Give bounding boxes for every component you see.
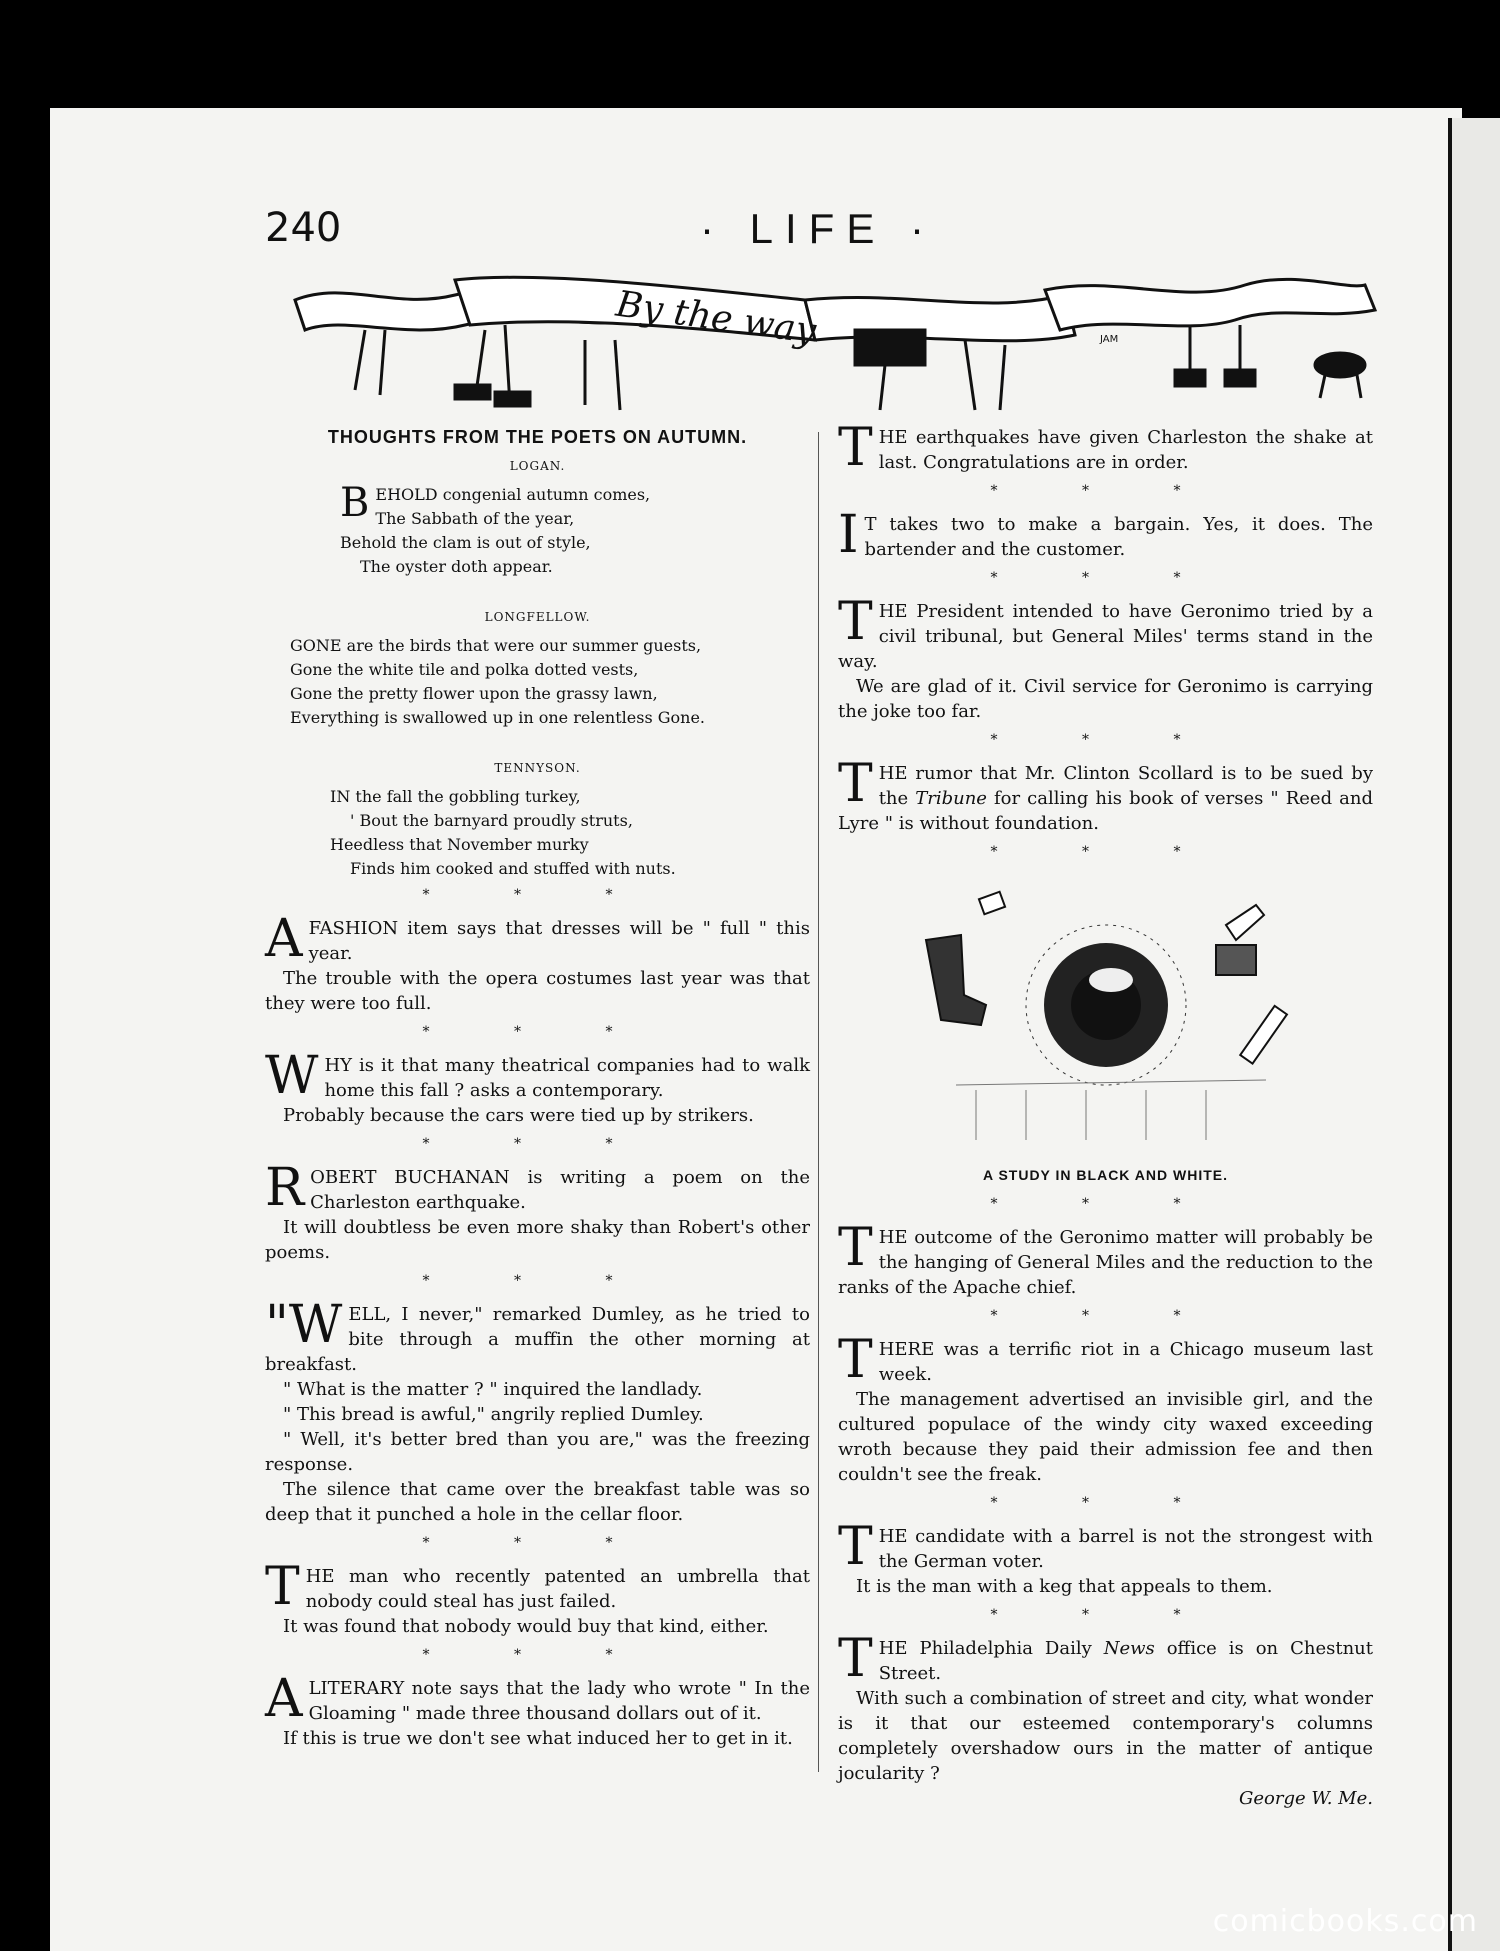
item-text xyxy=(838,754,1374,836)
item-text: HE candidate with a barrel is not the strongest with the German voter. xyxy=(878,1526,1373,1572)
poem-line: EHOLD congenial autumn comes, xyxy=(375,485,651,504)
separator-stars: * * * xyxy=(422,887,653,903)
separator-stars: * * * xyxy=(990,483,1221,499)
banner-text: By the way xyxy=(613,283,819,353)
fashion-item xyxy=(265,909,810,1016)
item-text: HE President intended to have Geronimo tried by a civil tribunal, but General Miles' terms stand in the way. xyxy=(838,601,1373,672)
separator-stars: * * * xyxy=(990,1607,1221,1623)
logan-stanza xyxy=(265,480,810,579)
illustration-caption: A STUDY IN BLACK AND WHITE. xyxy=(982,1167,1229,1183)
item-text: The silence that came over the breakfast table was so deep that it punched a hole in the cellar floor. xyxy=(265,1479,810,1525)
dropcap: T xyxy=(838,1629,873,1689)
poem-line: Behold the clam is out of style, xyxy=(340,533,591,552)
poem-line: IN the fall the gobbling turkey, xyxy=(330,787,581,806)
item-text-part: for calling his book of verses " Reed and Lyre " is without foundation. xyxy=(838,788,1374,834)
item-text: It was found that nobody would buy that kind, either. xyxy=(283,1616,769,1637)
item-text-part: office is on Chestnut Street. xyxy=(878,1638,1373,1684)
item-text: FASHION item says that dresses will be " full " this year. xyxy=(308,918,810,964)
masthead-title: · LIFE · xyxy=(700,205,937,252)
separator-stars: * * * xyxy=(990,1308,1221,1324)
outcome-item xyxy=(838,1218,1373,1300)
item-text: If this is true we don't see what induced her to get in it. xyxy=(283,1728,793,1749)
separator-stars: * * * xyxy=(990,844,1221,860)
item-text: OBERT BUCHANAN is writing a poem on the Charleston earthquake. xyxy=(310,1167,810,1213)
by-the-way-banner-illustration xyxy=(285,270,1395,420)
candidate-item xyxy=(838,1517,1373,1599)
poem-line: Gone the pretty flower upon the grassy lawn, xyxy=(290,684,658,703)
philadelphia-item xyxy=(838,1629,1373,1811)
banner-signature: JAM xyxy=(1100,334,1119,345)
dropcap: T xyxy=(838,1330,873,1390)
page-spine xyxy=(1448,118,1452,1951)
watermark: comicbooks.com xyxy=(1212,1904,1478,1939)
tennyson-stanza xyxy=(265,785,810,881)
earthquakes-item xyxy=(838,418,1373,478)
item-text: With such a combination of street and city, what wonder is it that our esteemed contemporary's columns completely overshadow ours in the matter of antique jocularity ? xyxy=(838,1688,1373,1784)
dropcap: T xyxy=(265,1557,300,1617)
dropcap: T xyxy=(838,754,873,814)
item-text: LITERARY note says that the lady who wrote " In the Gloaming " made three thousand dollars out of it. xyxy=(308,1678,810,1724)
column-divider xyxy=(818,432,819,1772)
umbrella-item xyxy=(265,1557,810,1639)
item-text: ELL, I never," remarked Dumley, as he tried to bite through a muffin the other morning at breakfast. xyxy=(265,1304,810,1375)
item-text xyxy=(838,1629,1373,1689)
dropcap: T xyxy=(838,1517,873,1577)
item-text: HY is it that many theatrical companies had to walk home this fall ? asks a contemporary. xyxy=(324,1055,810,1101)
item-text: The management advertised an invisible girl, and the cultured populace of the windy city waxed exceeding wroth because they paid their admission fee and then couldn't see the freak. xyxy=(838,1389,1373,1485)
separator-stars: * * * xyxy=(990,1196,1221,1212)
item-text: HERE was a terrific riot in a Chicago museum last week. xyxy=(878,1339,1373,1385)
separator-stars: * * * xyxy=(422,1024,653,1040)
item-text-part: HE rumor that Mr. Clinton Scollard is to be sued by the xyxy=(878,763,1373,809)
poem-line: Finds him cooked and stuffed with nuts. xyxy=(350,859,676,878)
news-title: News xyxy=(1103,1638,1155,1659)
dropcap: I xyxy=(838,505,859,565)
right-column xyxy=(838,418,1374,1815)
bargain-item xyxy=(838,505,1373,565)
facing-page-edge xyxy=(1452,118,1500,1951)
item-text: " Well, it's better bred than you are," was the freezing response. xyxy=(265,1429,810,1475)
literary-item xyxy=(265,1669,810,1751)
item-text: Probably because the cars were tied up by strikers. xyxy=(283,1105,754,1126)
theatrical-item xyxy=(265,1046,810,1128)
separator-stars: * * * xyxy=(990,570,1221,586)
dropcap: R xyxy=(265,1158,305,1218)
poem-line: Heedless that November murky xyxy=(330,835,589,854)
left-column xyxy=(265,425,810,1755)
separator-stars: * * * xyxy=(990,1495,1221,1511)
poet-longfellow: LONGFELLOW. xyxy=(484,610,591,624)
poem-line: The Sabbath of the year, xyxy=(375,509,575,528)
buchanan-item xyxy=(265,1158,810,1265)
dropcap: W xyxy=(265,1046,319,1106)
dropcap: A xyxy=(265,1669,303,1729)
separator-stars: * * * xyxy=(990,732,1221,748)
item-text: " What is the matter ? " inquired the landlady. xyxy=(283,1379,703,1400)
item-text: HE man who recently patented an umbrella that nobody could steal has just failed. xyxy=(305,1566,810,1612)
item-text: It will doubtless be even more shaky than Robert's other poems. xyxy=(265,1217,810,1263)
dropcap: T xyxy=(838,418,873,478)
longfellow-stanza xyxy=(265,634,810,730)
item-text: HE earthquakes have given Charleston the shake at last. Congratulations are in order. xyxy=(878,427,1373,473)
poet-tennyson: TENNYSON. xyxy=(494,761,581,775)
poem-title: THOUGHTS FROM THE POETS ON AUTUMN. xyxy=(327,427,748,447)
item-text: HE outcome of the Geronimo matter will probably be the hanging of General Miles and the reduction to the ranks of the Apache chief. xyxy=(838,1227,1373,1298)
page-number: 240 xyxy=(265,205,342,251)
riot-item xyxy=(838,1330,1373,1487)
dropcap: A xyxy=(265,909,303,969)
dumley-item xyxy=(265,1295,810,1527)
item-text-part: HE Philadelphia Daily xyxy=(878,1638,1104,1659)
poem-line: Everything is swallowed up in one relentless Gone. xyxy=(290,708,706,727)
dropcap: T xyxy=(838,1218,873,1278)
separator-stars: * * * xyxy=(422,1273,653,1289)
author-signature: George W. Me. xyxy=(1239,1788,1373,1809)
dropcap: B xyxy=(340,480,370,526)
rumor-item xyxy=(838,754,1374,836)
separator-stars: * * * xyxy=(422,1535,653,1551)
dropcap: "W xyxy=(265,1295,343,1355)
poet-logan: LOGAN. xyxy=(509,459,566,473)
item-text: " This bread is awful," angrily replied Dumley. xyxy=(283,1404,704,1425)
item-text: It is the man with a keg that appeals to them. xyxy=(856,1576,1273,1597)
item-text: The trouble with the opera costumes last year was that they were too full. xyxy=(265,968,810,1014)
separator-stars: * * * xyxy=(422,1136,653,1152)
poem-line: ' Bout the barnyard proudly struts, xyxy=(350,811,633,830)
dropcap: T xyxy=(838,592,873,652)
poem-line: GONE are the birds that were our summer guests, xyxy=(290,636,702,655)
poem-line: Gone the white tile and polka dotted vests, xyxy=(290,660,639,679)
item-text: We are glad of it. Civil service for Geronimo is carrying the joke too far. xyxy=(838,676,1373,722)
president-item xyxy=(838,592,1373,724)
poem-line: The oyster doth appear. xyxy=(360,557,553,576)
separator-stars: * * * xyxy=(422,1647,653,1663)
black-and-white-illustration xyxy=(886,885,1326,1155)
item-text: T takes two to make a bargain. Yes, it does. The bartender and the customer. xyxy=(864,514,1373,560)
tribune-title: Tribune xyxy=(915,788,987,809)
